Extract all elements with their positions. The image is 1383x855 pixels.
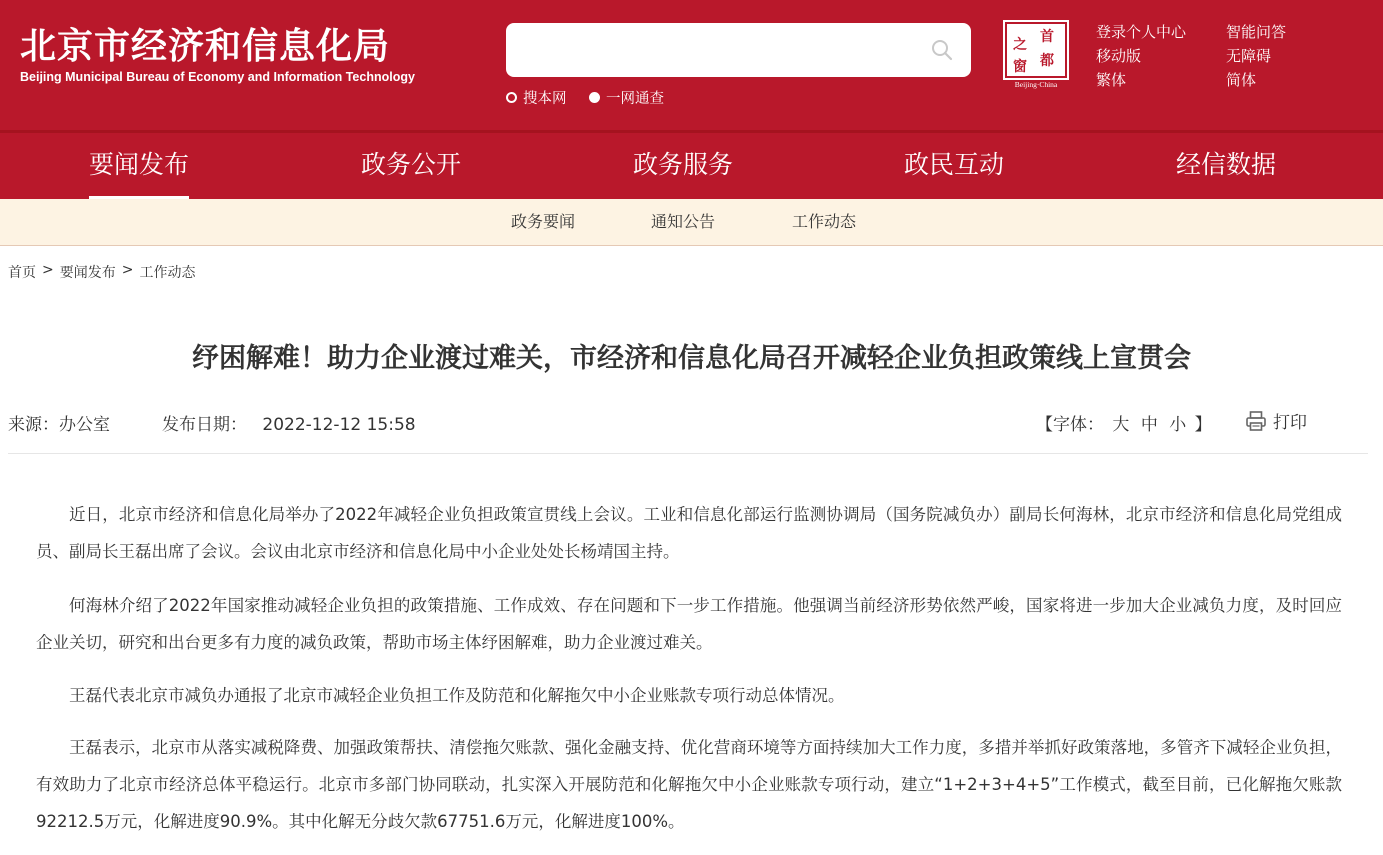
seal-char: 窗 — [1013, 59, 1027, 75]
article-source: 来源：办公室 — [8, 415, 110, 435]
sub-nav — [0, 199, 1383, 246]
breadcrumb-separator: > — [42, 262, 54, 278]
article-date — [162, 410, 416, 435]
search-box — [506, 23, 971, 77]
main-nav-data[interactable] — [1176, 133, 1276, 199]
breadcrumb-work-updates[interactable]: 工作动态 — [139, 265, 196, 281]
main-nav-interaction[interactable] — [904, 133, 1004, 199]
breadcrumb-news[interactable]: 要闻发布 — [59, 265, 116, 281]
breadcrumb — [8, 262, 195, 282]
accessibility-link[interactable]: 无障碍 — [1226, 47, 1272, 65]
site-logo-subtitle: Beijing Municipal Bureau of Economy and Information Technology — [20, 70, 415, 84]
login-link[interactable]: 登录个人中心 — [1096, 23, 1187, 41]
print-button[interactable] — [1245, 408, 1307, 433]
site-header — [0, 0, 1383, 130]
seal-caption: Beijing·China — [1014, 80, 1058, 89]
scope-option-site[interactable] — [506, 87, 567, 108]
font-size-close: 】 — [1194, 415, 1212, 435]
sub-nav-gov-news[interactable]: 政务要闻 — [511, 212, 576, 231]
font-size-open: 【字体： — [1036, 415, 1104, 435]
main-nav-label: 政务公开 — [361, 150, 462, 179]
main-nav-affairs[interactable] — [361, 133, 461, 199]
smart-qa-link[interactable]: 智能问答 — [1226, 23, 1287, 41]
sub-nav-notices[interactable]: 通知公告 — [651, 212, 716, 231]
seal-char: 之 — [1013, 37, 1027, 53]
sub-nav-work-updates[interactable]: 工作动态 — [792, 212, 857, 231]
article-paragraph: 王磊代表北京市减负办通报了北京市减轻企业负担工作及防范和化解拖欠中小企业账款专项行动总体情况。 — [69, 686, 845, 705]
traditional-chinese-link[interactable]: 繁体 — [1096, 71, 1127, 89]
main-nav-label: 经信数据 — [1176, 150, 1277, 179]
article-title: 纾困解难！助力企业渡过难关，市经济和信息化局召开减轻企业负担政策线上宣贯会 — [192, 343, 1191, 374]
radio-unselected-icon[interactable] — [506, 92, 517, 103]
capital-window-logo[interactable] — [1005, 22, 1067, 89]
breadcrumb-separator: > — [121, 262, 134, 278]
article-date-label: 发布日期： — [162, 415, 247, 435]
simplified-chinese-link[interactable]: 简体 — [1226, 71, 1257, 89]
site-logo-title[interactable]: 北京市经济和信息化局 — [20, 26, 391, 67]
search-icon[interactable] — [931, 39, 953, 61]
article-paragraph: 何海林介绍了2022年国家推动减轻企业负担的政策措施、工作成效、存在问题和下一步工作措施。他强调当前经济形势依然严峻，国家将进一步加大企业减负力度，及时回应企业关切，研究和出台更多有力度的减负政策，帮助市场主体纾困解难，助力企业渡过难关。 — [36, 596, 1342, 652]
radio-selected-icon[interactable] — [589, 92, 600, 103]
article-paragraph: 王磊表示，北京市从落实减税降费、加强政策帮扶、清偿拖欠账款、强化金融支持、优化营商环境等方面持续加大工作力度，多措并举抓好政策落地，多管齐下减轻企业负担，有效助力了北京市经济总体平稳运行。北京市多部门协同联动，扎实深入开展防范和化解拖欠中小企业账款专项行动，建立“1+2+3+4+5”工作模式，截至目前，已化解拖欠账款92212.5万元，化解进度90.9%。其中化解无分歧欠款67751.6万元，化解进度100%。 — [36, 738, 1342, 831]
main-nav-news[interactable] — [89, 133, 189, 199]
font-size-medium-button[interactable]: 中 — [1140, 415, 1158, 435]
seal-frame — [1005, 22, 1067, 78]
article-date-value: 2022-12-12 15:58 — [262, 415, 416, 435]
main-nav-label: 要闻发布 — [89, 150, 190, 179]
mobile-link[interactable]: 移动版 — [1096, 47, 1142, 65]
scope-option-label: 搜本网 — [523, 91, 567, 107]
seal-char: 都 — [1040, 53, 1054, 69]
scope-option-all[interactable] — [589, 87, 664, 108]
search-input[interactable] — [520, 33, 910, 67]
main-nav-label: 政务服务 — [633, 150, 734, 179]
article-divider — [8, 453, 1368, 454]
font-size-control — [1036, 410, 1212, 435]
main-nav — [0, 133, 1383, 199]
font-size-large-button[interactable]: 大 — [1112, 415, 1130, 435]
article-paragraph: 近日，北京市经济和信息化局举办了2022年减轻企业负担政策宣贯线上会议。工业和信息化部运行监测协调局（国务院减负办）副局长何海林，北京市经济和信息化局党组成员、副局长王磊出席了会议。会议由北京市经济和信息化局中小企业处处长杨靖国主持。 — [36, 505, 1342, 561]
scope-option-label: 一网通查 — [606, 91, 664, 107]
main-nav-label: 政民互动 — [904, 150, 1005, 179]
print-label: 打印 — [1273, 413, 1307, 433]
breadcrumb-home[interactable]: 首页 — [8, 265, 36, 281]
seal-char: 首 — [1040, 29, 1054, 45]
font-size-small-button[interactable]: 小 — [1169, 415, 1187, 435]
main-nav-services[interactable] — [633, 133, 733, 199]
printer-icon — [1245, 410, 1267, 432]
